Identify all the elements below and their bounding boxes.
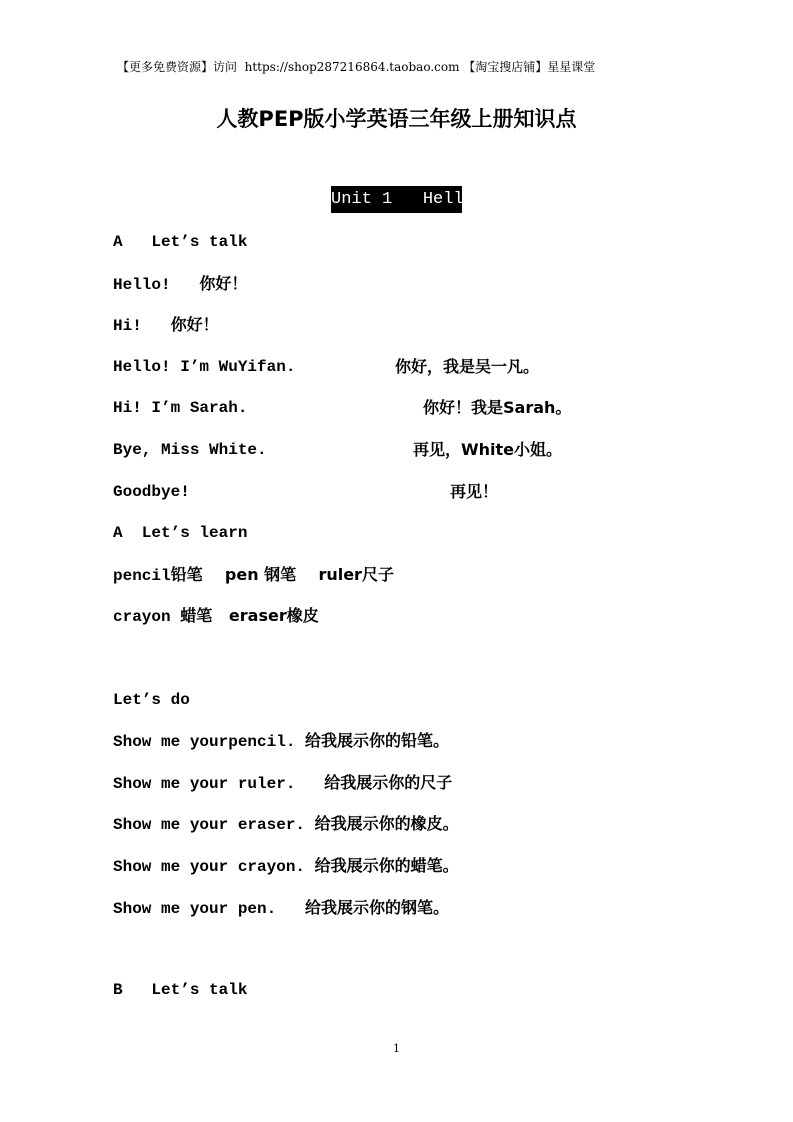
section-heading: A Let’s learn [113, 524, 248, 542]
section-heading: A Let’s talk [113, 233, 248, 251]
text-line: Goodbye! [113, 483, 190, 501]
unit-heading: Unit 1 Hello [331, 186, 462, 213]
text-line: Hello! I’m WuYifan. [113, 358, 296, 376]
text-line: Show me your eraser. 给我展示你的橡皮。 [113, 814, 459, 834]
page-title: 人教PEP版小学英语三年级上册知识点 [216, 107, 577, 131]
text-line: Show me yourpencil. 给我展示你的铅笔。 [113, 731, 450, 751]
translation: 你好，我是吴一凡。 [395, 357, 540, 376]
text-line: Hi! 你好！ [113, 315, 219, 335]
section-heading: Let’s do [113, 691, 190, 709]
section-heading: B Let’s talk [113, 981, 248, 999]
translation: 再见，White小姐。 [413, 440, 563, 459]
text-line: Show me your pen. 给我展示你的钢笔。 [113, 898, 450, 918]
text-line: Show me your ruler. 给我展示你的尺子 [113, 773, 453, 793]
text-line: Hi! I’m Sarah. [113, 399, 248, 417]
text-line: crayon 蜡笔 eraser橡皮 [113, 606, 319, 626]
translation: 你好！我是Sarah。 [423, 398, 572, 417]
text-line: Show me your crayon. 给我展示你的蜡笔。 [113, 856, 459, 876]
text-line: Bye, Miss White. [113, 441, 267, 459]
translation: 再见！ [450, 482, 499, 501]
page-header: 【更多免费资源】访问 https://shop287216864.taobao.com 【淘宝搜店铺】星星课堂 [117, 60, 596, 74]
page-number: 1 [393, 1042, 400, 1055]
text-line: pencil铅笔 pen 钢笔 ruler尺子 [113, 565, 394, 585]
text-line: Hello! 你好！ [113, 274, 248, 294]
